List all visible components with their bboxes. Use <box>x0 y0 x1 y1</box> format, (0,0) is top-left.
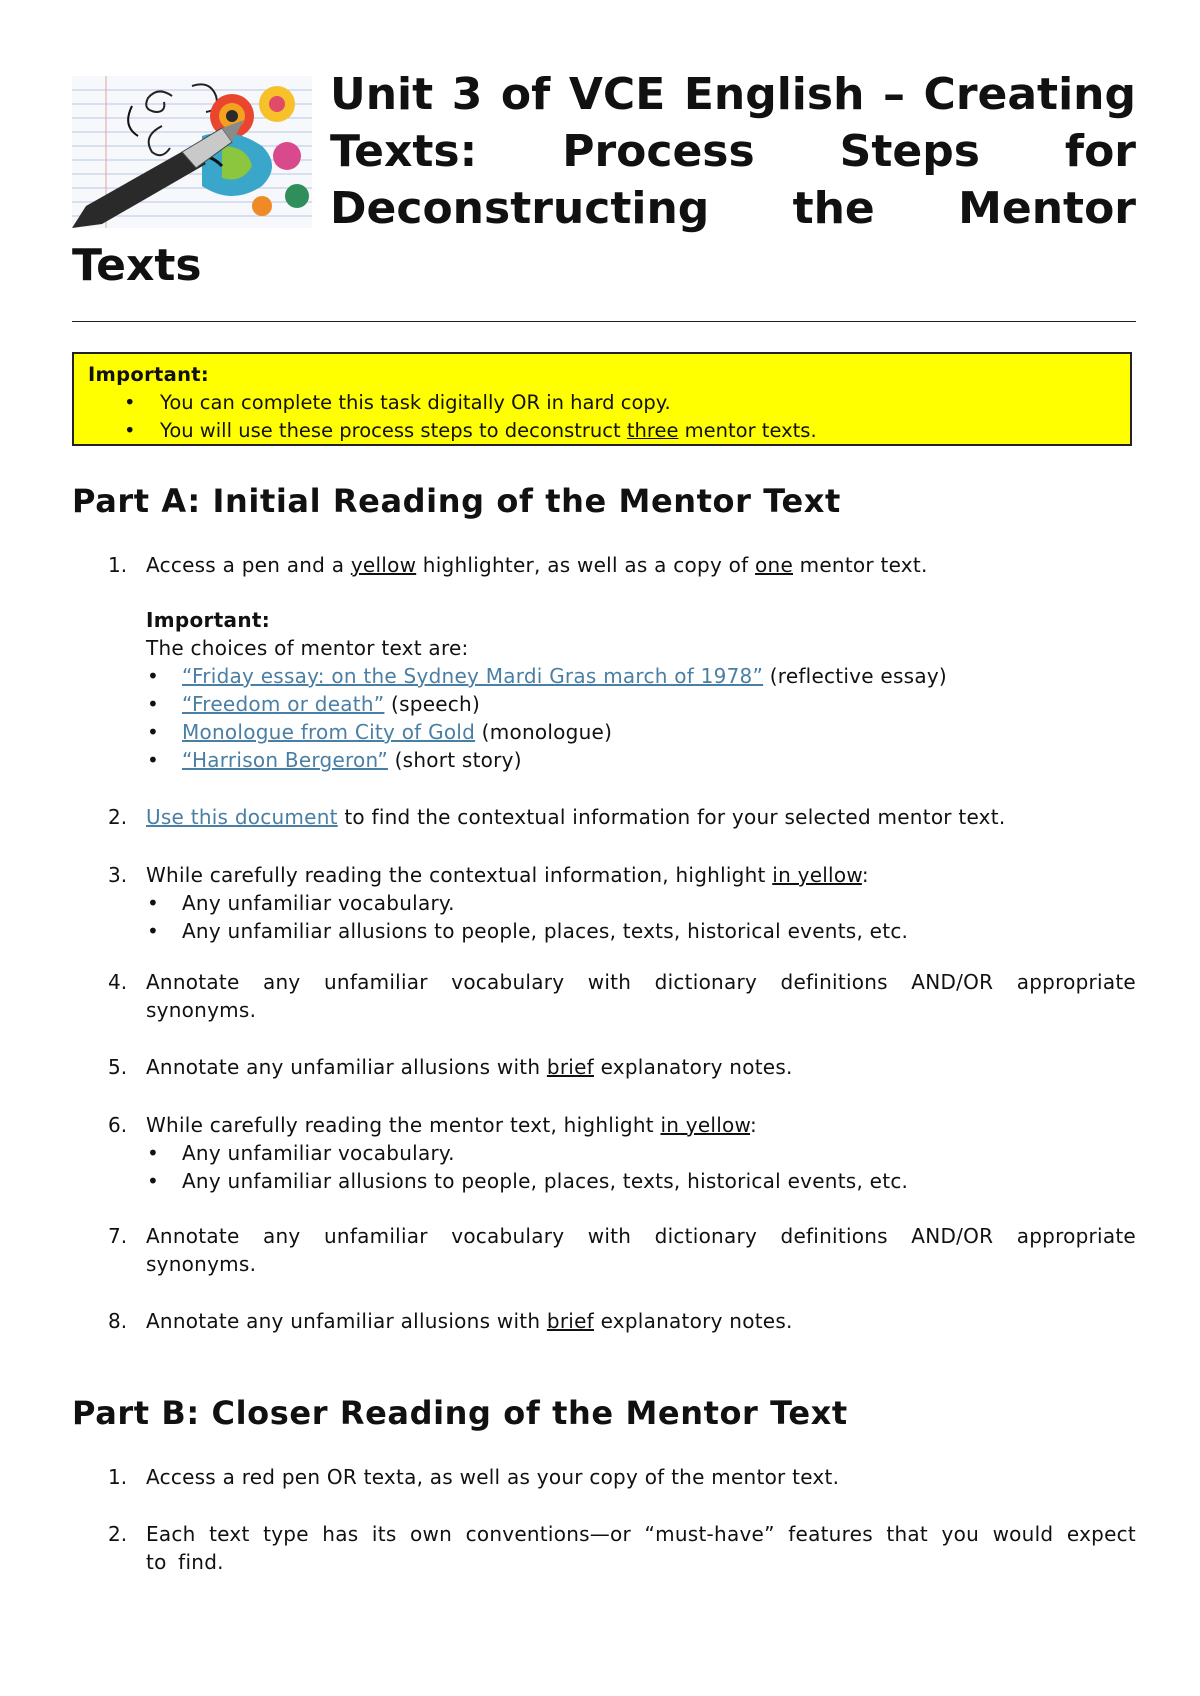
step-text: mentor text. <box>793 553 928 577</box>
important-heading: Important: <box>88 363 210 386</box>
important-item-three-texts <box>88 417 1116 445</box>
mentor-text-link-city-of-gold[interactable]: Monologue from City of Gold <box>182 720 476 744</box>
mentor-choice-short-story <box>146 746 1136 774</box>
step-number: 5. <box>108 1055 128 1079</box>
part-b-step-2 <box>72 1520 1136 1576</box>
step-text: While carefully reading the mentor text, highlight <box>146 1113 661 1137</box>
step-number: 8. <box>108 1309 128 1333</box>
step-number: 4. <box>108 970 128 994</box>
mentor-text-link-freedom-or-death[interactable]: “Freedom or death” <box>182 692 385 716</box>
important-item-text-post: mentor texts. <box>678 419 817 442</box>
important-item-text-pre: You will use these process steps to deconstruct <box>160 419 627 442</box>
step-text: Access a pen and a <box>146 553 351 577</box>
mentor-choice-monologue <box>146 718 1136 746</box>
part-a-step-5 <box>72 1053 1136 1081</box>
step-text: Annotate any unfamiliar vocabulary with dictionary definitions AND/OR appropriate synonyms. <box>146 1224 1136 1276</box>
part-b-heading: Part B: Closer Reading of the Mentor Text <box>72 1394 848 1432</box>
step-text-underlined: yellow <box>350 553 417 577</box>
document-title <box>72 66 1136 294</box>
step-number: 1. <box>108 1465 128 1489</box>
step-bullet: • Any unfamiliar vocabulary. <box>146 889 1136 917</box>
use-this-document-link[interactable]: Use this document <box>146 805 338 829</box>
part-b-step-1 <box>72 1463 1136 1491</box>
step-text: Each text type has its own conventions—or “must-have” features that you would expect to find. <box>146 1522 1136 1574</box>
step-text: : <box>750 1113 758 1137</box>
step-number: 3. <box>108 863 128 887</box>
step-text-underlined: brief <box>546 1309 594 1333</box>
mentor-text-type: (monologue) <box>475 720 613 744</box>
step-text: Annotate any unfamiliar vocabulary with dictionary definitions AND/OR appropriate synonyms. <box>146 970 1136 1022</box>
step-number: 2. <box>108 1522 128 1546</box>
step-text: explanatory notes. <box>593 1055 793 1079</box>
mentor-choice-speech <box>146 690 1136 718</box>
important-list <box>88 389 1116 445</box>
part-a-heading: Part A: Initial Reading of the Mentor Text <box>72 482 841 520</box>
part-a-step-1 <box>72 551 1136 774</box>
important-item-text: You can complete this task digitally OR in hard copy. <box>160 391 671 414</box>
mentor-text-type: (reflective essay) <box>763 664 947 688</box>
step-text-underlined: brief <box>546 1055 594 1079</box>
step-text: explanatory notes. <box>593 1309 793 1333</box>
important-subheading: Important: <box>146 608 271 632</box>
step-number: 7. <box>108 1224 128 1248</box>
part-a-step-2 <box>72 803 1136 831</box>
step-bullet: • Any unfamiliar allusions to people, places, texts, historical events, etc. <box>146 1167 1136 1195</box>
part-a-step-8 <box>72 1307 1136 1335</box>
important-notice-box <box>72 352 1132 446</box>
step-text: to find the contextual information for your selected mentor text. <box>337 805 1006 829</box>
step-text-underlined: in yellow <box>660 1113 751 1137</box>
important-item-digital <box>88 389 1116 417</box>
step-bullet: • Any unfamiliar allusions to people, places, texts, historical events, etc. <box>146 917 1136 945</box>
part-a-step-3 <box>72 861 1136 945</box>
mentor-choice-essay <box>146 662 1136 690</box>
important-item-text-underlined: three <box>626 419 679 442</box>
step-text: highlighter, as well as a copy of <box>416 553 756 577</box>
mentor-text-type: (short story) <box>388 748 522 772</box>
choices-intro: The choices of mentor text are: <box>146 636 469 660</box>
step-text: While carefully reading the contextual information, highlight <box>146 863 773 887</box>
step-text: Annotate any unfamiliar allusions with <box>146 1055 547 1079</box>
step-bullet: • Any unfamiliar vocabulary. <box>146 1139 1136 1167</box>
mentor-text-type: (speech) <box>384 692 481 716</box>
step-number: 2. <box>108 805 128 829</box>
step-number: 1. <box>108 553 128 577</box>
step-text-underlined: in yellow <box>772 863 862 887</box>
step-text: Annotate any unfamiliar allusions with <box>146 1309 547 1333</box>
step-number: 6. <box>108 1113 128 1137</box>
mentor-text-link-friday-essay[interactable]: “Friday essay: on the Sydney Mardi Gras march of 1978” <box>182 664 764 688</box>
mentor-text-link-harrison-bergeron[interactable]: “Harrison Bergeron” <box>182 748 388 772</box>
step-text-underlined: one <box>755 553 794 577</box>
part-a-step-4 <box>72 968 1136 1024</box>
title-divider <box>72 321 1136 322</box>
step-text: : <box>861 863 869 887</box>
part-a-step-7 <box>72 1222 1136 1278</box>
step-text: Access a red pen OR texta, as well as your copy of the mentor text. <box>146 1465 840 1489</box>
document-title-text: Unit 3 of VCE English – Creating Texts: Process Steps for Deconstructing the Mentor Texts <box>72 69 1136 291</box>
part-a-step-6 <box>72 1111 1136 1195</box>
